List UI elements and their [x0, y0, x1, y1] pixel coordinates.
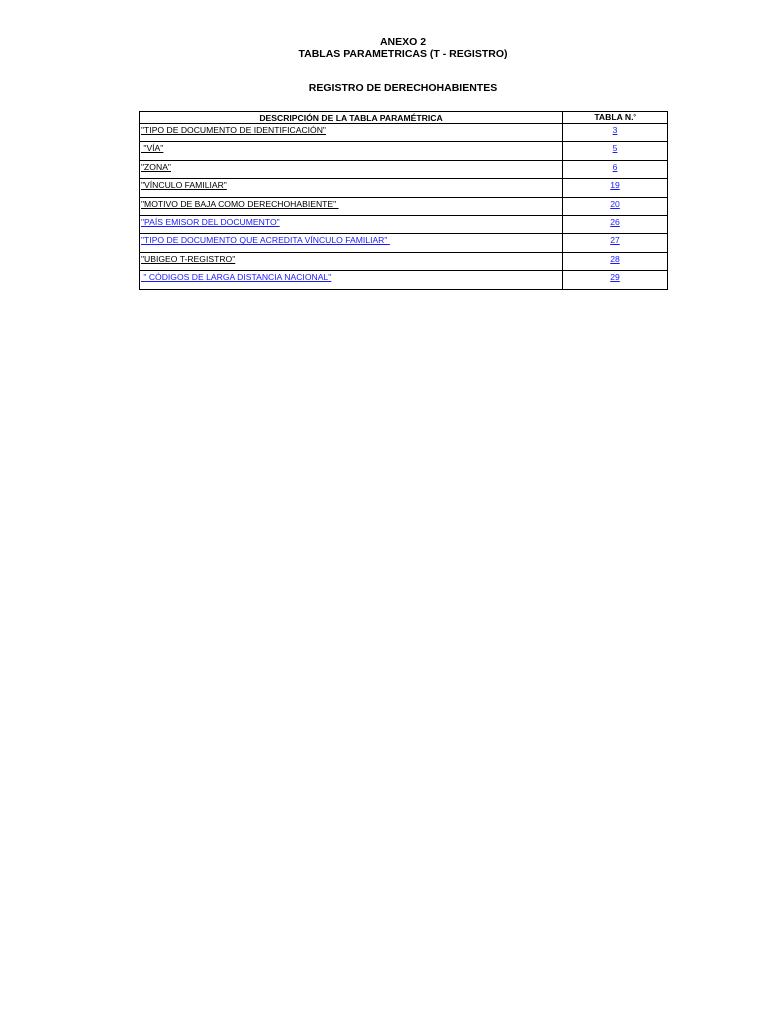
document-title: TABLAS PARAMETRICAS (T - REGISTRO)	[298, 48, 508, 60]
row-description-cell	[140, 271, 563, 289]
row-description-cell	[140, 197, 563, 215]
row-number-link[interactable]: 29	[610, 272, 620, 283]
row-description-cell	[140, 179, 563, 197]
row-number-link[interactable]: 5	[612, 143, 618, 154]
row-description-link[interactable]: "UBIGEO T-REGISTRO"	[141, 253, 236, 264]
row-description-cell	[140, 215, 563, 233]
row-number-cell	[563, 234, 668, 252]
ordinal-suffix: º	[633, 115, 636, 121]
row-number-cell	[563, 252, 668, 270]
row-description-link[interactable]: "ZONA"	[141, 161, 171, 172]
row-description-link[interactable]: "VÍA"	[141, 143, 164, 154]
row-description-cell	[140, 142, 563, 160]
row-number-cell	[563, 215, 668, 233]
row-number-link[interactable]: 20	[610, 198, 620, 209]
row-number-cell	[563, 179, 668, 197]
table-row	[140, 234, 668, 252]
table-row	[140, 160, 668, 178]
row-description-link[interactable]: "TIPO DE DOCUMENTO QUE ACREDITA VÍNCULO FAMILIAR"	[141, 235, 390, 246]
table-row	[140, 142, 668, 160]
row-number-link[interactable]: 6	[612, 161, 618, 172]
row-description-link[interactable]: "VÍNCULO FAMILIAR"	[141, 180, 227, 191]
row-number-cell	[563, 124, 668, 142]
table-row	[140, 215, 668, 233]
parametric-tables-table	[139, 111, 668, 290]
row-number-cell	[563, 160, 668, 178]
table-row	[140, 179, 668, 197]
row-number-cell	[563, 197, 668, 215]
row-description-cell	[140, 160, 563, 178]
table-row	[140, 124, 668, 142]
row-description-cell	[140, 234, 563, 252]
section-title: REGISTRO DE DERECHOHABIENTES	[308, 82, 498, 94]
row-description-link[interactable]: "TIPO DE DOCUMENTO DE IDENTIFICACIÓN"	[141, 125, 326, 135]
column-header-description: DESCRIPCIÓN DE LA TABLA PARAMÉTRICA	[140, 112, 563, 124]
annex-label: ANEXO 2	[379, 36, 427, 48]
row-number-link[interactable]: 19	[610, 180, 620, 191]
column-header-table-number	[563, 112, 668, 124]
table-row	[140, 252, 668, 270]
row-number-link[interactable]: 3	[612, 125, 618, 135]
row-number-link[interactable]: 27	[610, 235, 620, 246]
row-description-link[interactable]: "PAÍS EMISOR DEL DOCUMENTO"	[141, 216, 280, 227]
row-description-cell	[140, 252, 563, 270]
table-row	[140, 197, 668, 215]
row-number-cell	[563, 271, 668, 289]
document-header	[0, 36, 768, 60]
row-description-link[interactable]: " CÓDIGOS DE LARGA DISTANCIA NACIONAL"	[141, 272, 332, 283]
table-row	[140, 271, 668, 289]
table-header-row	[140, 112, 668, 124]
row-number-link[interactable]: 28	[610, 253, 620, 264]
row-number-cell	[563, 142, 668, 160]
row-number-link[interactable]: 26	[610, 216, 620, 227]
column-header-table-number-label: TABLA N.	[594, 112, 634, 122]
row-description-link[interactable]: "MOTIVO DE BAJA COMO DERECHOHABIENTE"	[141, 198, 339, 209]
row-description-cell	[140, 124, 563, 142]
